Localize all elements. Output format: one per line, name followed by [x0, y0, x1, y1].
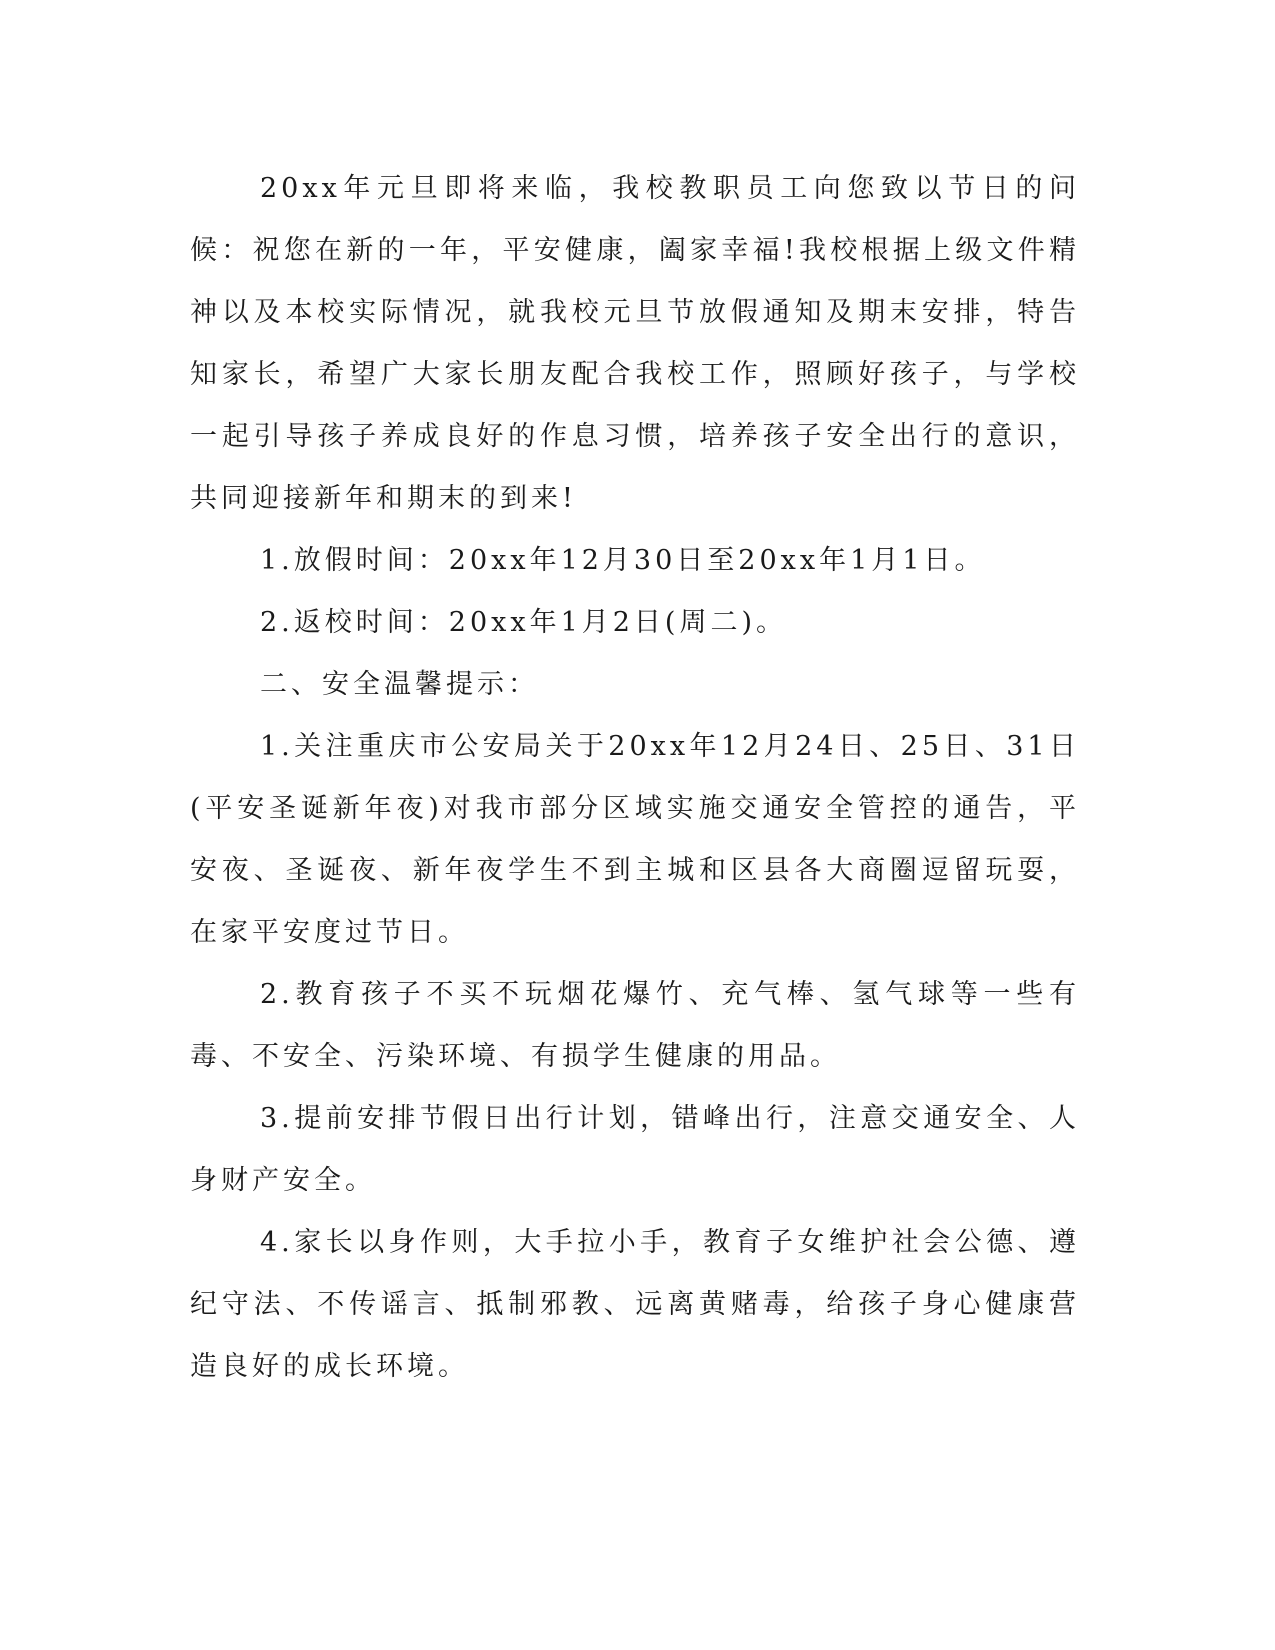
safety-tip-2: 2.教育孩子不买不玩烟花爆竹、充气棒、氢气球等一些有毒、不安全、污染环境、有损学生健康的用品。 [190, 979, 1080, 1072]
holiday-time-item: 1.放假时间：20xx年12月30日至20xx年1月1日。 [260, 545, 986, 576]
safety-tip-1: 1.关注重庆市公安局关于20xx年12月24日、25日、31日(平安圣诞新年夜)对我市部分区域实施交通安全管控的通告，平安夜、圣诞夜、新年夜学生不到主城和区县各大商圈逗留玩耍，在家平安度过节日。 [190, 731, 1080, 948]
intro-paragraph: 20xx年元旦即将来临，我校教职员工向您致以节日的问候：祝您在新的一年，平安健康，阖家幸福!我校根据上级文件精神以及本校实际情况，就我校元旦节放假通知及期末安排，特告知家长，希望广大家长朋友配合我校工作，照顾好孩子，与学校一起引导孩子养成良好的作息习惯，培养孩子安全出行的意识，共同迎接新年和期末的到来! [190, 173, 1080, 514]
document-body [190, 158, 1080, 1398]
safety-tip-4: 4.家长以身作则，大手拉小手，教育子女维护社会公德、遵纪守法、不传谣言、抵制邪教、远离黄赌毒，给孩子身心健康营造良好的成长环境。 [190, 1227, 1080, 1382]
safety-tips-heading: 二、安全温馨提示： [260, 669, 539, 700]
return-time-item: 2.返校时间：20xx年1月2日(周二)。 [260, 607, 787, 638]
safety-tip-3: 3.提前安排节假日出行计划，错峰出行，注意交通安全、人身财产安全。 [190, 1103, 1080, 1196]
